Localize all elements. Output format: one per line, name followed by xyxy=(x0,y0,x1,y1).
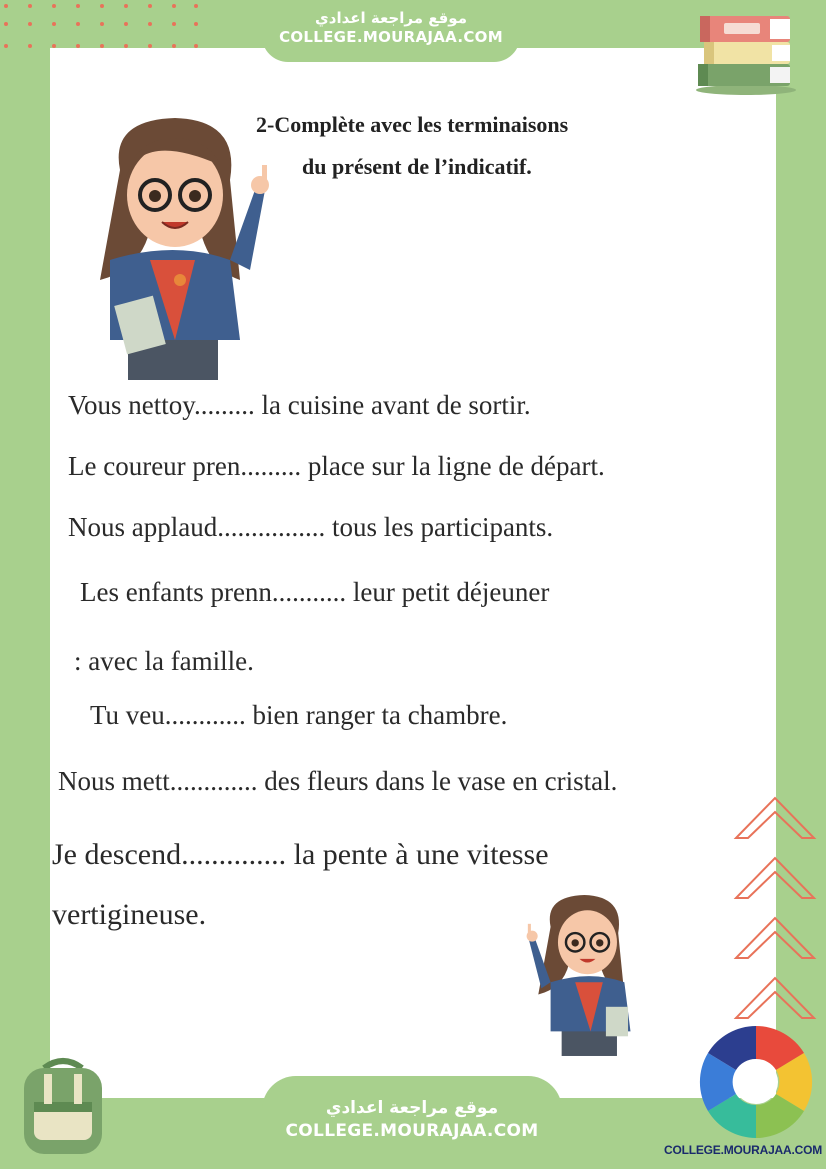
sentence-3: Nous applaud................ tous les participants. xyxy=(68,512,554,542)
education-wheel-logo xyxy=(694,1022,818,1140)
sentence-6: Nous mett............. des fleurs dans le vase en cristal. xyxy=(58,766,618,796)
books-icon xyxy=(690,10,802,96)
header-site[interactable]: COLLEGE.MOURAJAA.COM xyxy=(279,28,503,46)
title-line-1: 2-Complète avec les terminaisons xyxy=(256,112,569,137)
girl-teacher-illustration-small xyxy=(526,888,652,1058)
header-tab xyxy=(262,0,520,62)
footer-site[interactable]: COLLEGE.MOURAJAA.COM xyxy=(285,1121,539,1141)
girl-teacher-illustration xyxy=(80,110,285,380)
sentence-4: Les enfants prenn........... leur petit déjeuner xyxy=(80,577,550,607)
logo-text: COLLEGE.MOURAJAA.COM xyxy=(664,1143,823,1157)
footer-tab xyxy=(262,1076,562,1169)
backpack-icon xyxy=(14,1054,112,1158)
sentence-5: Tu veu............ bien ranger ta chambre. xyxy=(90,700,508,730)
sentence-4-continued: : avec la famille. xyxy=(74,646,254,676)
sentence-2: Le coureur pren......... place sur la ligne de départ. xyxy=(68,451,605,481)
title-line-2: du présent de l’indicatif. xyxy=(302,154,532,179)
sentence-7-continued: vertigineuse. xyxy=(52,898,207,931)
sentence-1: Vous nettoy......... la cuisine avant de sortir. xyxy=(68,390,531,420)
sentence-7: Je descend.............. la pente à une vitesse xyxy=(52,838,549,871)
header-arabic: موقع مراجعة اعدادي xyxy=(315,9,467,27)
chevron-up-icon xyxy=(732,790,818,1030)
exercise-title xyxy=(256,104,702,188)
footer-arabic: موقع مراجعة اعدادي xyxy=(325,1098,499,1118)
